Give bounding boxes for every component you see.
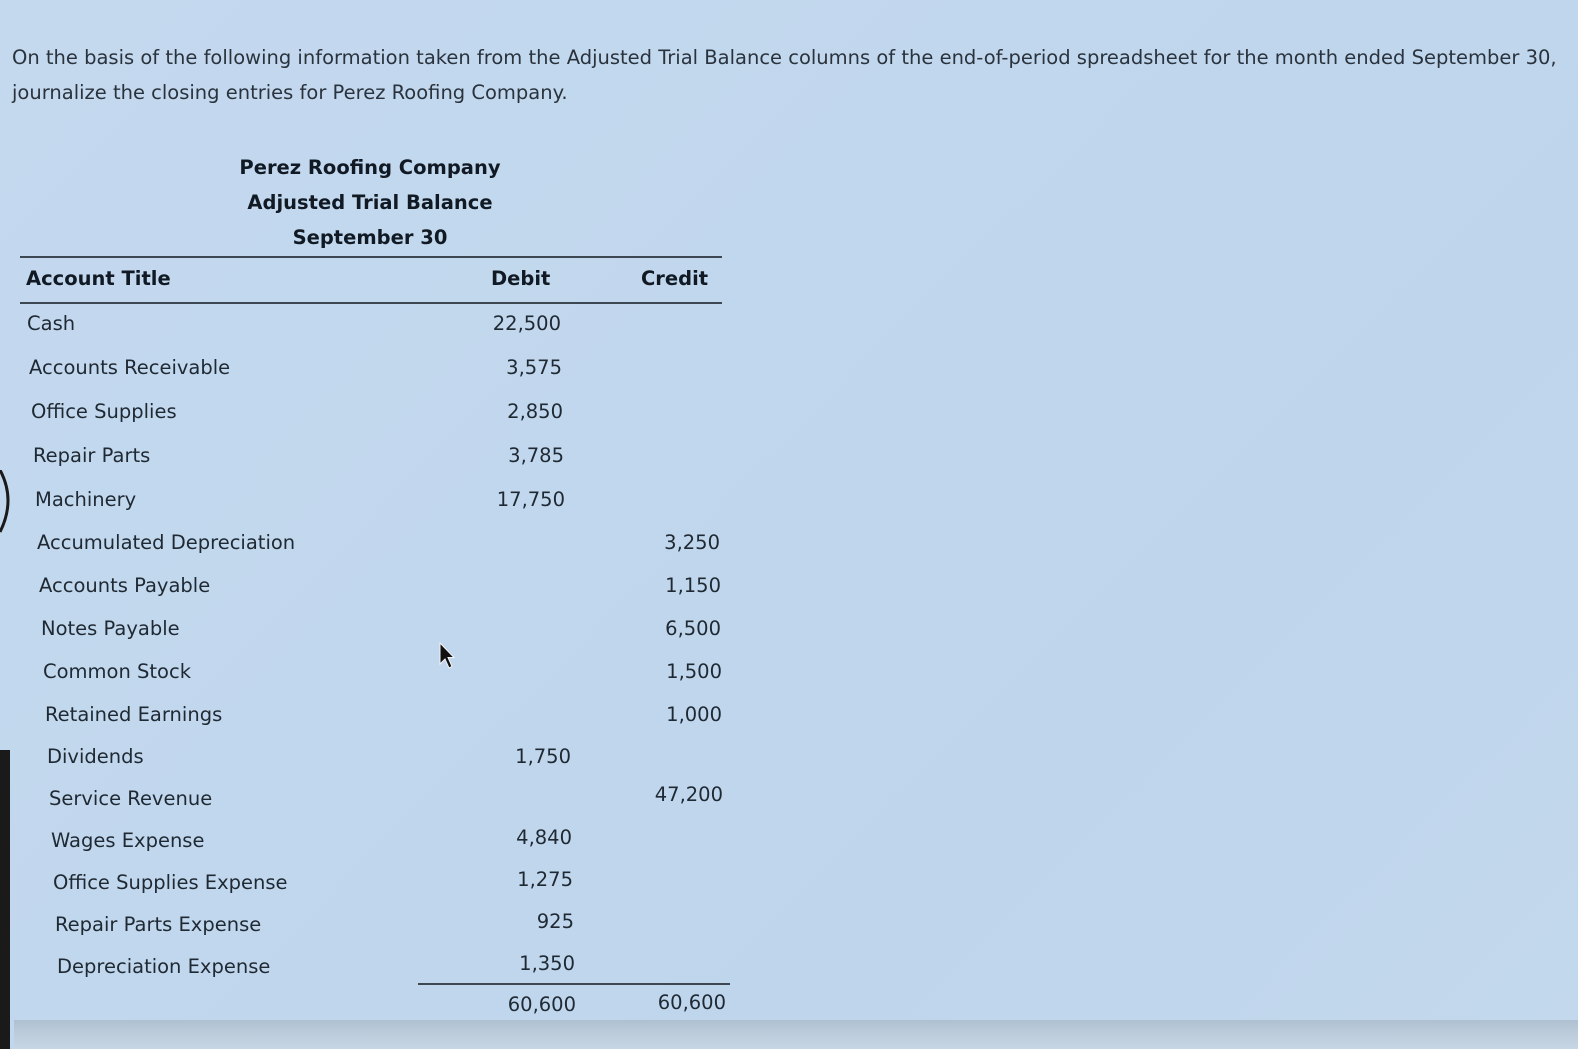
- table-row: [0, 745, 760, 775]
- account-title: Retained Earnings: [45, 703, 223, 726]
- table-row: [0, 910, 760, 943]
- column-header-account-title: Account Title: [26, 267, 171, 290]
- instructions-line-2: journalize the closing entries for Perez Roofing Company.: [12, 81, 568, 104]
- debit-amount: 3,575: [506, 356, 562, 379]
- account-title: Common Stock: [43, 660, 191, 683]
- mouse-pointer-icon: [438, 642, 456, 670]
- totals-rule: [418, 983, 730, 985]
- table-row: [0, 617, 760, 647]
- table-row: [0, 488, 760, 518]
- statement-date: September 30: [292, 226, 448, 249]
- column-header-debit: Debit: [491, 267, 551, 290]
- table-row: [0, 783, 760, 817]
- account-title: Dividends: [47, 745, 144, 768]
- account-title: Repair Parts: [33, 444, 151, 467]
- account-title: Office Supplies Expense: [53, 871, 288, 894]
- screen-bottom-edge: [14, 1020, 1578, 1049]
- account-title: Notes Payable: [41, 617, 180, 640]
- debit-amount: 22,500: [492, 312, 561, 335]
- credit-amount: 6,500: [665, 617, 721, 640]
- account-title: Accounts Payable: [39, 574, 211, 597]
- table-row: [0, 574, 760, 604]
- table-row: [0, 531, 760, 561]
- totals-row: [0, 993, 760, 1023]
- account-title: Office Supplies: [31, 400, 177, 423]
- header-bottom-rule: [20, 302, 722, 304]
- header-top-rule: [20, 256, 722, 258]
- table-row: [0, 660, 760, 690]
- account-title: Repair Parts Expense: [55, 913, 262, 936]
- account-title: Depreciation Expense: [57, 955, 271, 978]
- table-row: [0, 868, 760, 901]
- screen-bezel-edge: [0, 470, 12, 1049]
- debit-amount: 2,850: [507, 400, 563, 423]
- credit-total: 60,600: [657, 991, 726, 1014]
- account-title: Machinery: [35, 488, 137, 511]
- credit-amount: 1,500: [666, 660, 722, 683]
- table-row: [0, 444, 760, 474]
- table-row: [0, 356, 760, 386]
- account-title: Cash: [27, 312, 76, 335]
- table-row: [0, 952, 760, 985]
- account-title: Service Revenue: [49, 787, 213, 810]
- debit-amount: 1,350: [519, 952, 575, 975]
- credit-amount: 1,000: [666, 703, 722, 726]
- table-row: [0, 703, 760, 733]
- table-row: [0, 826, 760, 859]
- debit-amount: 1,750: [515, 745, 571, 768]
- debit-amount: 17,750: [496, 488, 565, 511]
- credit-amount: 1,150: [665, 574, 721, 597]
- table-row: [0, 312, 760, 342]
- debit-amount: 1,275: [517, 868, 573, 891]
- debit-total: 60,600: [507, 993, 576, 1016]
- problem-instructions: [12, 40, 1557, 110]
- column-header-credit: Credit: [641, 267, 709, 290]
- credit-amount: 3,250: [664, 531, 720, 554]
- company-name: Perez Roofing Company: [239, 156, 501, 179]
- account-title: Accumulated Depreciation: [37, 531, 296, 554]
- statement-title: Adjusted Trial Balance: [247, 191, 493, 214]
- table-row: [0, 400, 760, 430]
- account-title: Accounts Receivable: [29, 356, 231, 379]
- debit-amount: 4,840: [516, 826, 572, 849]
- debit-amount: 925: [536, 910, 574, 933]
- account-title: Wages Expense: [51, 829, 205, 852]
- debit-amount: 3,785: [508, 444, 564, 467]
- credit-amount: 47,200: [654, 783, 723, 806]
- instructions-line-1: On the basis of the following information taken from the Adjusted Trial Balance columns of the end-of-period spreadsheet for the month ended September 30,: [12, 46, 1557, 69]
